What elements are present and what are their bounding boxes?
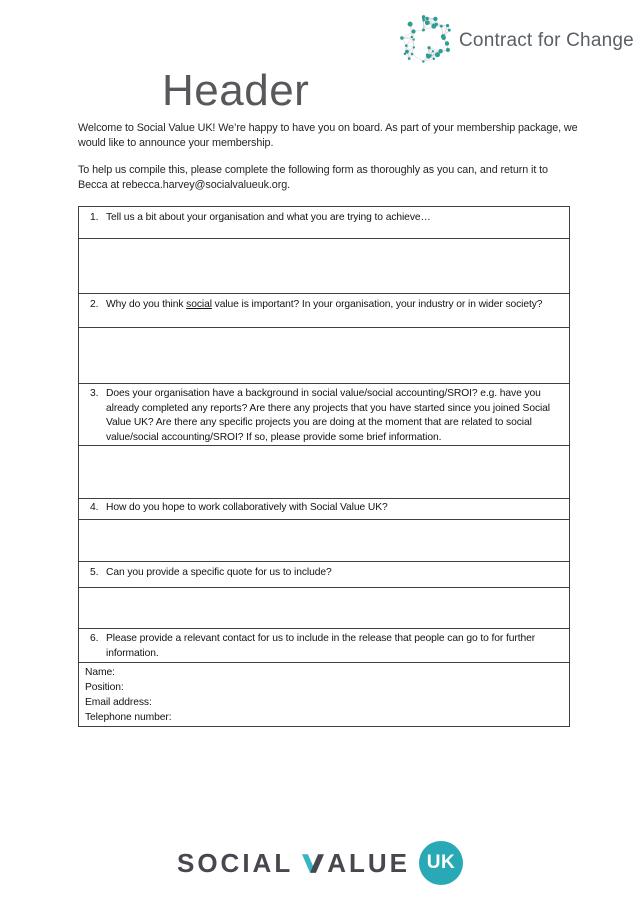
intro-paragraph-instructions: To help us compile this, please complete the following form as thoroughly as you can, and return it to Becca at rebecca.harvey@socialvalueuk.org. <box>78 164 548 191</box>
question-4-text: How do you hope to work collaboratively with Social Value UK? <box>106 502 388 514</box>
question-2-row <box>79 293 569 327</box>
contact-details-cell[interactable] <box>79 662 569 726</box>
contract-for-change-logo <box>399 13 634 69</box>
question-1-row <box>79 207 569 238</box>
question-6-text: Please provide a relevant contact for us to include in the release that people can go to for further information. <box>106 633 536 659</box>
question-1-number: 1. <box>90 212 99 223</box>
contact-email-line[interactable]: Email address: <box>85 696 152 708</box>
question-6-row <box>79 628 569 661</box>
question-4-number: 4. <box>90 502 99 514</box>
contract-for-change-label: Contract for Change <box>459 30 634 51</box>
two-tone-v-icon <box>302 854 324 873</box>
question-2-number: 2. <box>90 299 99 310</box>
uk-badge <box>419 841 463 885</box>
question-3-row <box>79 383 569 445</box>
question-2-underlined-word: social <box>186 299 212 310</box>
question-5-row <box>79 561 569 587</box>
logo-value-rest: ALUE <box>327 847 410 878</box>
question-2-text <box>106 298 569 327</box>
network-sphere-icon <box>399 13 455 69</box>
logo-social-text: SOCIAL <box>176 847 294 878</box>
question-3-number: 3. <box>90 388 99 399</box>
question-4-row <box>79 498 569 519</box>
answer-4-cell[interactable] <box>79 519 569 561</box>
answer-2-cell[interactable] <box>79 327 569 383</box>
logo-value-text <box>302 848 410 879</box>
question-6-number: 6. <box>90 633 99 645</box>
question-5-number: 5. <box>90 567 99 579</box>
contact-position-line[interactable]: Position: <box>85 681 124 693</box>
question-5-text: Can you provide a specific quote for us to include? <box>106 567 332 579</box>
membership-form-table <box>78 206 570 727</box>
question-2-text-before: Why do you think <box>106 299 187 310</box>
answer-1-cell[interactable] <box>79 238 569 293</box>
social-value-uk-logo <box>0 837 640 889</box>
uk-label: UK <box>426 852 456 873</box>
contact-name-line[interactable]: Name: <box>85 666 115 678</box>
question-1-text: Tell us a bit about your organisation and what you are trying to achieve… <box>106 212 431 223</box>
answer-5-cell[interactable] <box>79 587 569 628</box>
question-2-text-after: value is important? In your organisation, your industry or in wider society? <box>211 299 543 310</box>
question-3-text: Does your organisation have a background in social value/social accounting/SROI? e.g. have you already completed any reports? Are there any projects that you have started since you joined Social Value UK? Are there any specific projects you are doing at the moment that are related to social value/social accounting/SROI? If so, please provide some brief information. <box>106 388 550 443</box>
intro-paragraph-welcome: Welcome to Social Value UK! We’re happy to have you on board. As part of your membership package, we would like to announce your membership. <box>78 122 578 149</box>
contact-telephone-line[interactable]: Telephone number: <box>85 711 172 723</box>
page-title: Header <box>162 66 310 115</box>
answer-3-cell[interactable] <box>79 445 569 498</box>
